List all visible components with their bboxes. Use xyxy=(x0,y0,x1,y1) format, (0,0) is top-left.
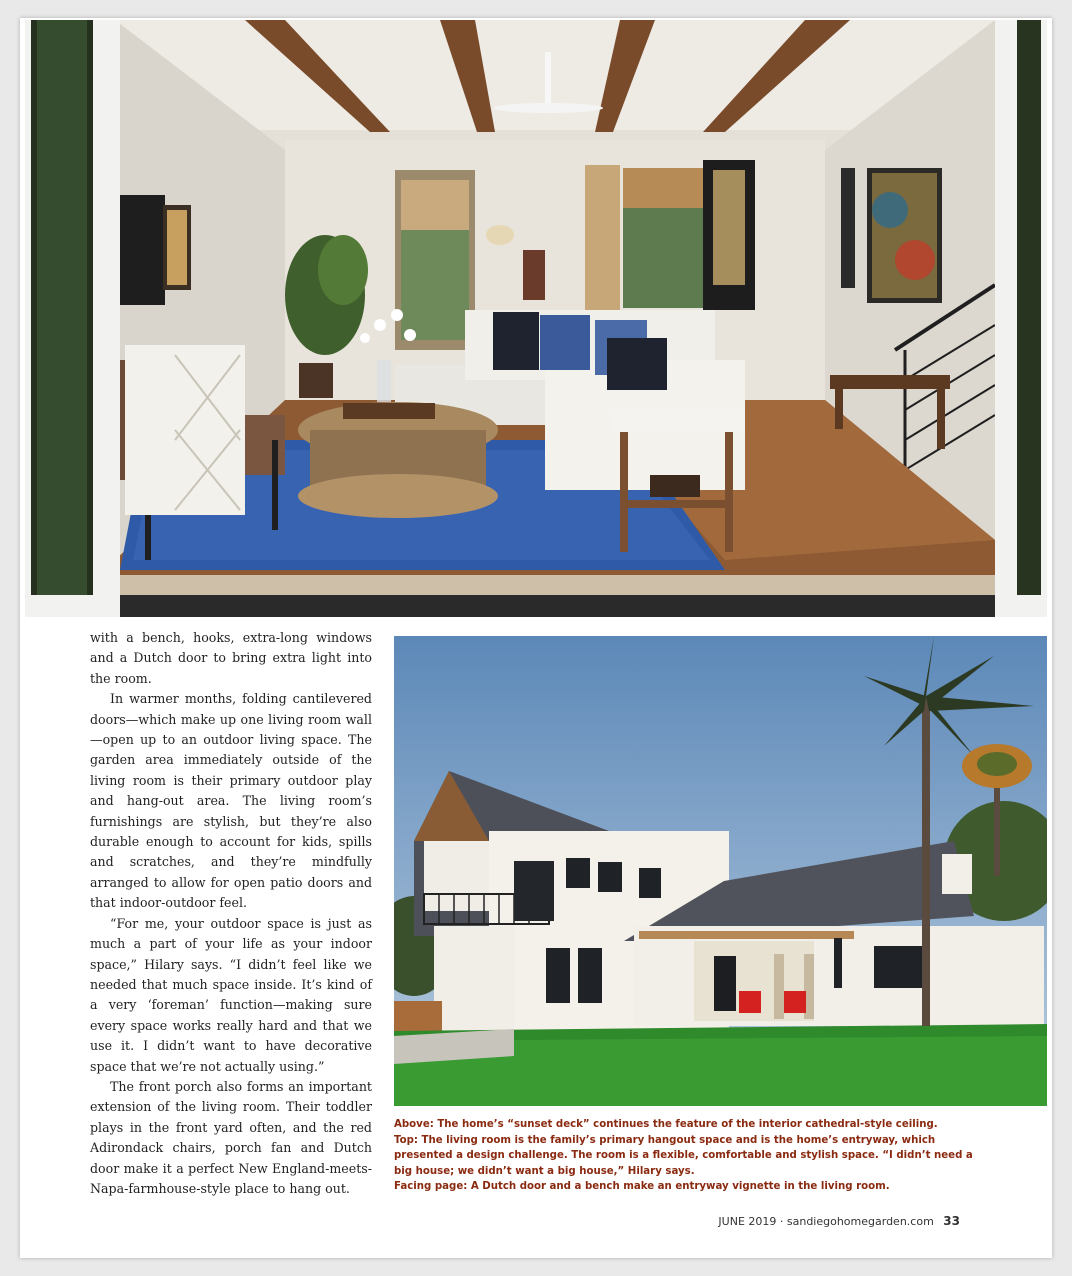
living-room-photo xyxy=(25,20,1047,617)
article-paragraph: with a bench, hooks, extra-long windows and a Dutch door to bring extra light into the room. xyxy=(90,630,372,686)
article-paragraph: “For me, your outdoor space is just as much a part of your life as your indoor space,” Hilary says. “I didn’t feel like we needed that much space inside. It’s kind of a very ‘foreman’ function—making sure every space works really hard and that we use it. I didn’t want to have decorative space that we’re not actually using.” xyxy=(90,915,372,1074)
footer-issue: JUNE 2019 · sandiegohomegarden.com xyxy=(718,1215,934,1228)
magazine-page xyxy=(20,18,1052,1258)
article-paragraph: The front porch also forms an important extension of the living room. Their toddler plays in the front yard often, and the red Adirondack chairs, porch fan and Dutch door make it a perfect New England-meets-Napa-farmhouse-style place to hang out. xyxy=(90,1078,372,1196)
house-exterior-photo xyxy=(394,636,1047,1106)
caption-above: Above: The home’s “sunset deck” continues the feature of the interior cathedral-style ceiling. xyxy=(394,1119,938,1130)
caption-facing: Facing page: A Dutch door and a bench make an entryway vignette in the living room. xyxy=(394,1181,890,1193)
article-paragraph: In warmer months, folding cantilevered doors—which make up one living room wall—open up to an outdoor living space. The garden area immediately outside of the living room is their primary outdoor play and hang-out area. The living room’s furnishings are stylish, but they’re also durable enough to account for kids, spills and scratches, and they’re mindfully arranged to allow for open patio doors and that indoor-outdoor feel. xyxy=(90,691,372,911)
page-number: 33 xyxy=(943,1214,960,1228)
caption-top: Top: The living room is the family’s primary hangout space and is the home’s entryway, which presented a design challenge. The room is a flexible, comfortable and stylish space. “I didn’t need a big house; we didn’t want a big house,” Hilary says. xyxy=(394,1134,973,1177)
article-body xyxy=(90,628,372,1199)
page-footer xyxy=(718,1214,960,1228)
photo-caption xyxy=(394,1117,994,1195)
